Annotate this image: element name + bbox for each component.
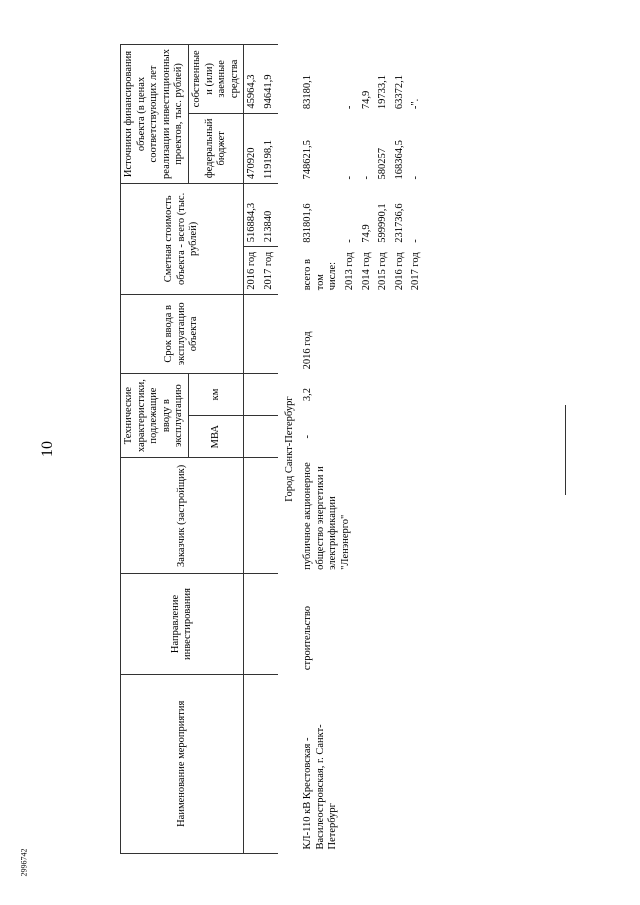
investment-table: [120, 44, 425, 854]
year-cell: 2013 год: [343, 252, 355, 291]
project-name: КЛ-110 кВ Крестовская - Василеостровская, г. Санкт-Петербург: [302, 724, 339, 850]
separator-line: [565, 405, 566, 495]
project-km: 3,2: [302, 387, 314, 402]
project-mva: -: [302, 434, 314, 439]
header-own: собственные и (или) заемные средства: [188, 45, 243, 114]
header-sources: Источники финансирования объекта (в ценах соответствующих лет реализации инвестиционных проектов, тыс. рублей): [121, 45, 189, 184]
table-row: [261, 45, 278, 854]
document-id: 2996742: [19, 848, 29, 877]
own-cell: 19733,1: [377, 75, 389, 110]
header-tech: Технические характеристики, подлежащие вводу в эксплуатацию: [121, 373, 189, 457]
header-direction: Направление инвестирования: [121, 574, 244, 674]
federal-cell: 168364,5: [393, 140, 405, 180]
own-cell: 63372,1: [393, 75, 405, 110]
own-cell: 74,9: [360, 90, 372, 110]
project-customer: публичное акционерное общество энергетики и электрификации "Ленэнерго": [302, 462, 351, 570]
cost-cell: 213840: [261, 183, 278, 246]
region-row: [278, 45, 301, 854]
cost-cell: 516884,3: [244, 183, 261, 246]
table-row: [244, 45, 261, 854]
year-cell: 2017 год: [261, 247, 278, 294]
table-header: [121, 45, 244, 854]
year-cell: 2017 год: [410, 252, 422, 291]
cost-cell: 74,9: [360, 224, 372, 243]
cost-cell: -: [343, 239, 355, 243]
project-direction: строительство: [302, 605, 314, 671]
year-cell: 2016 год: [393, 252, 405, 291]
year-cell: всего в том числе:: [302, 259, 339, 291]
own-cell: -".: [410, 98, 422, 110]
own-cell: 94641,9: [261, 45, 278, 114]
year-cell: 2015 год: [377, 252, 389, 291]
federal-cell: -: [343, 175, 355, 180]
header-cost: Сметная стоимость объекта - всего (тыс. рублей): [121, 183, 244, 294]
project-term: 2016 год: [302, 331, 314, 370]
cost-cell: 599990,1: [377, 203, 389, 243]
cost-cell: 831801,6: [302, 203, 314, 243]
cost-cell: -: [410, 239, 422, 243]
federal-cell: 119198,1: [261, 113, 278, 183]
header-federal: федеральный бюджет: [188, 113, 243, 183]
federal-cell: -: [410, 175, 422, 180]
federal-cell: 580257: [377, 147, 389, 180]
own-cell: -: [343, 105, 355, 110]
cost-cell: 231736,6: [393, 203, 405, 243]
year-cell: 2016 год: [244, 247, 261, 294]
table-row: [300, 45, 342, 854]
rotated-table-container: [120, 44, 640, 854]
federal-cell: 748621,5: [302, 140, 314, 180]
year-cell: 2014 год: [360, 252, 372, 291]
header-mva: МВА: [188, 416, 243, 458]
header-km: км: [188, 373, 243, 415]
header-customer: Заказчик (застройщик): [121, 458, 244, 574]
page-number: 10: [39, 441, 56, 457]
header-term: Срок ввода в эксплуатацию объекта: [121, 294, 244, 373]
region-heading: Город Санкт-Петербург: [283, 396, 295, 502]
federal-cell: 470920: [244, 113, 261, 183]
own-cell: 83180,1: [302, 75, 314, 110]
own-cell: 45964,3: [244, 45, 261, 114]
header-name: Наименование мероприятия: [121, 674, 244, 853]
federal-cell: -: [360, 175, 372, 180]
